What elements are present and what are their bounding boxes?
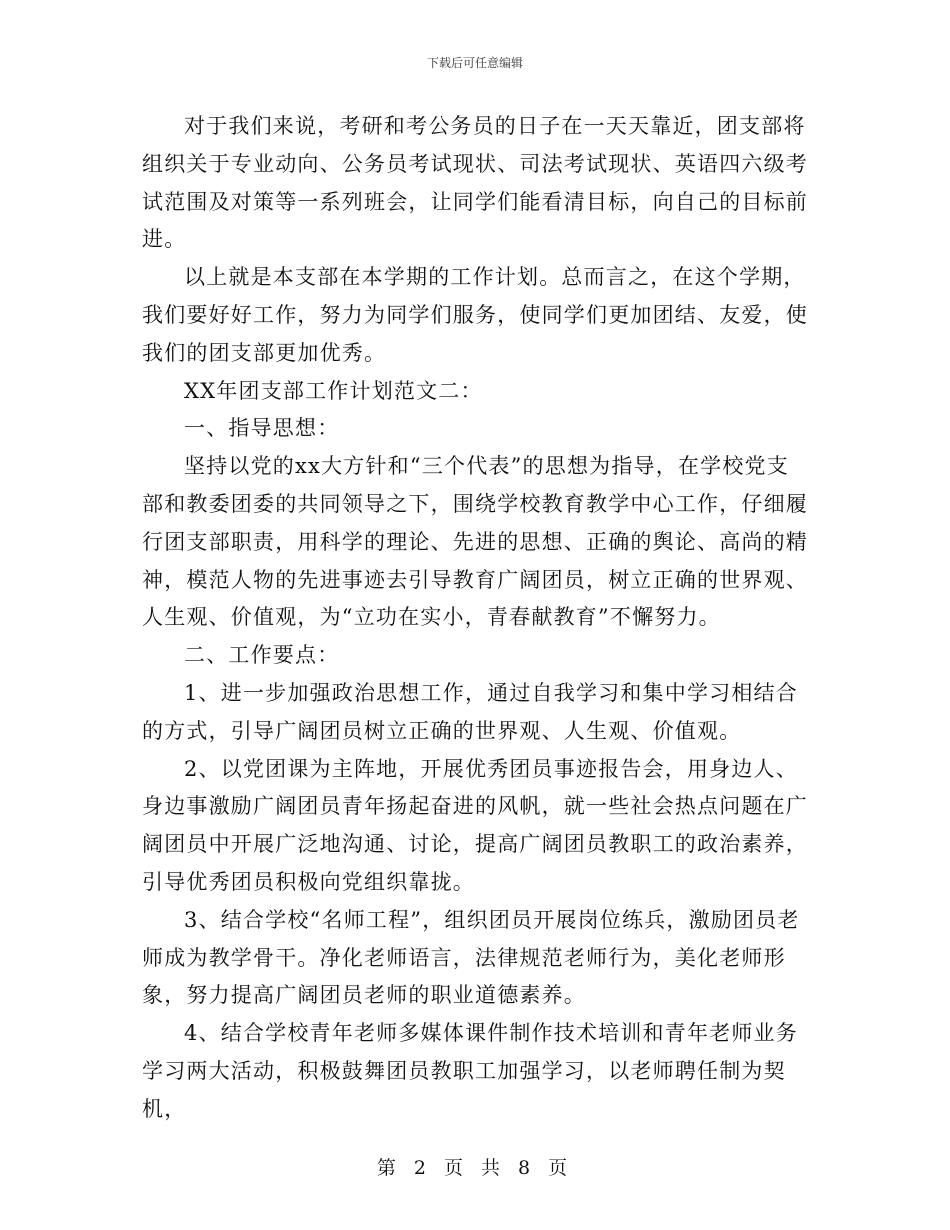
- work-point-4: 4、结合学校青年老师多媒体课件制作技术培训和青年老师业务学习两大活动，积极鼓舞团员教职工加强学习，以老师聘任制为契机，: [142, 1021, 798, 1121]
- work-point-3: 3、结合学校“名师工程”，组织团员开展岗位练兵，激励团员老师成为教学骨干。净化老师语言，法律规范老师行为，美化老师形象，努力提高广阔团员老师的职业道德素养。: [142, 907, 800, 1008]
- paragraph-2: 以上就是本支部在本学期的工作计划。总而言之，在这个学期，我们要好好工作，努力为同学们服务，使同学们更加团结、友爱，使我们的团支部更加优秀。: [142, 265, 808, 365]
- heading-guiding-ideology: 一、指导思想：: [184, 416, 340, 441]
- page-header-note: 下载后可任意编辑: [426, 56, 523, 70]
- page-number-footer: 第 2 页 共 8 页: [376, 1157, 574, 1179]
- paragraph-guiding-ideology: 坚持以党的xx大方针和“三个代表”的思想为指导，在学校党支部和教委团委的共同领导之下，围绕学校教育教学中心工作，仔细履行团支部职责，用科学的理论、先进的思想、正确的舆论、高尚的精神，模范人物的先进事迹去引导教育广阔团员，树立正确的世界观、人生观、价值观，为“立功在实小，青春献教育”不懈努力。: [142, 454, 808, 630]
- paragraph-1: 对于我们来说，考研和考公务员的日子在一天天靠近，团支部将组织关于专业动向、公务员考试现状、司法考试现状、英语四六级考试范围及对策等一系列班会，让同学们能看清目标，向自己的目标前进。: [142, 114, 808, 252]
- work-point-2: 2、以党团课为主阵地，开展优秀团员事迹报告会，用身边人、身边事激励广阔团员青年扬起奋进的风帆，就一些社会热点问题在广阔团员中开展广泛地沟通、讨论，提高广阔团员教职工的政治素养，引导优秀团员积极向党组织靠拢。: [142, 756, 808, 894]
- document-body: [142, 108, 810, 1129]
- section-title-sample-two: XX年团支部工作计划范文二：: [184, 378, 483, 403]
- work-point-1: 1、进一步加强政治思想工作，通过自我学习和集中学习相结合的方式，引导广阔团员树立正确的世界观、人生观、价值观。: [142, 680, 798, 743]
- heading-work-points: 二、工作要点：: [184, 643, 340, 668]
